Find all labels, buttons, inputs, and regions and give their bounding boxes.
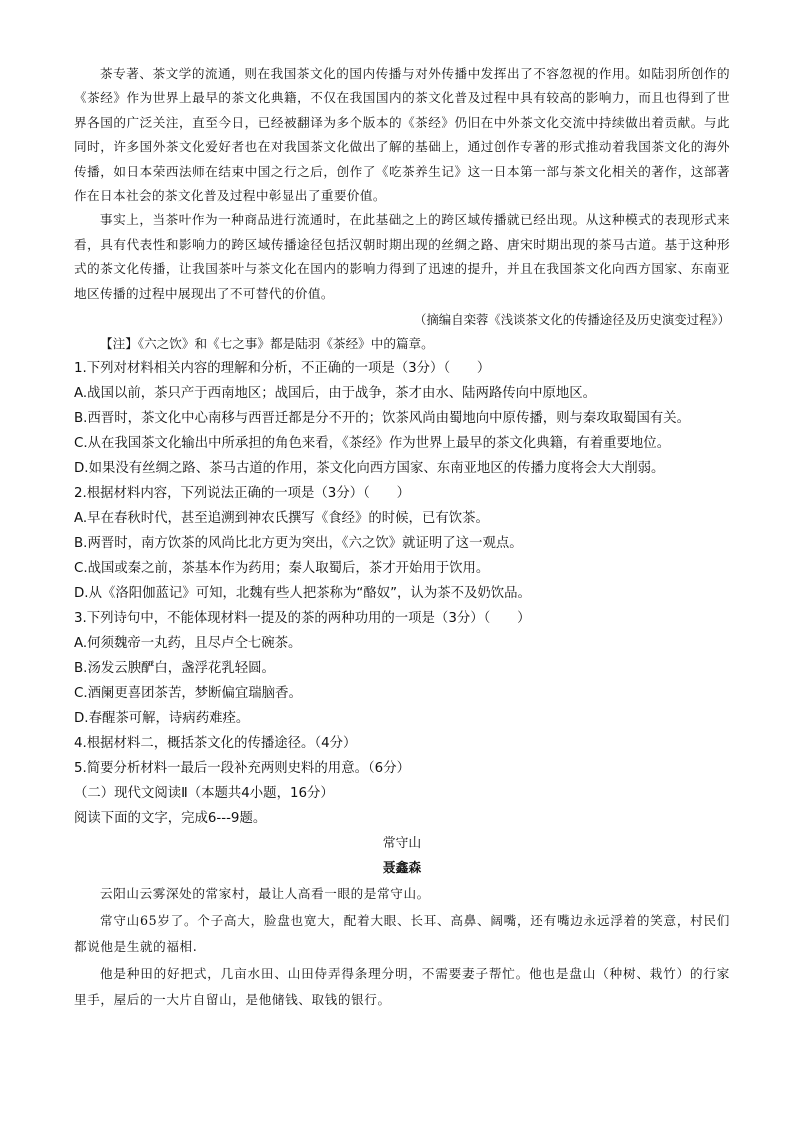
reading-section bbox=[74, 781, 730, 1014]
question-option: D.从《洛阳伽蓝记》可知，北魏有些人把茶称为“酪奴”，认为茶不及奶饮品。 bbox=[74, 586, 531, 602]
story-paragraph: 云阳山云雾深处的常家村，最让人高看一眼的是常守山。 bbox=[100, 886, 430, 902]
question-1 bbox=[74, 356, 730, 481]
section-instruction: 阅读下面的文字，完成6---9题。 bbox=[74, 811, 267, 827]
question-option: A.何须魏帝一丸药，且尽卢仝七碗茶。 bbox=[74, 636, 302, 652]
material-paragraph: 事实上，当茶叶作为一种商品进行流通时，在此基础之上的跨区域传播就已经出现。从这种模式的表现形式来看，具有代表性和影响力的跨区域传播途径包括汉朝时期出现的丝绸之路、唐宋时期出现的茶马古道。基于这种形式的茶文化传播，让我国茶叶与茶文化在国内的影响力得到了迅速的提升，并且在我国茶文化向西方国家、东南亚地区传播的过程中展现出了不可替代的价值。 bbox=[74, 212, 730, 301]
story-paragraph: 他是种田的好把式，几亩水田、山田侍弄得条理分明，不需要妻子帮忙。他也是盘山（种树、栽竹）的行家里手，屋后的一大片自留山，是他储钱、取钱的银行。 bbox=[74, 965, 730, 1008]
page-content bbox=[74, 62, 730, 1014]
question-stem: 5.简要分析材料一最后一段补充两则史料的用意。（6分） bbox=[74, 761, 410, 777]
story-paragraph: 常守山65岁了。个子高大，脸盘也宽大，配着大眼、长耳、高鼻、阔嘴，还有嘴边永远浮着的笑意，村民们都说他是生就的福相. bbox=[74, 912, 730, 955]
question-option: C.战国或秦之前，茶基本作为药用；秦人取蜀后，茶才开始用于饮用。 bbox=[74, 561, 490, 577]
question-option: D.如果没有丝绸之路、茶马古道的作用，茶文化向西方国家、东南亚地区的传播力度将会大大削弱。 bbox=[74, 461, 665, 477]
question-stem: 1.下列对材料相关内容的理解和分析，不正确的一项是（3分）（ ） bbox=[74, 361, 491, 377]
question-stem: 4.根据材料二，概括茶文化的传播途径。（4分） bbox=[74, 736, 357, 752]
question-stem: 2.根据材料内容，下列说法正确的一项是（3分）（ ） bbox=[74, 486, 410, 502]
question-4 bbox=[74, 731, 730, 756]
material-source: （摘编自栾蓉《浅谈茶文化的传播途径及历史演变过程》） bbox=[414, 312, 730, 328]
question-2 bbox=[74, 481, 730, 606]
question-option: C.从在我国茶文化输出中所承担的角色来看，《茶经》作为世界上最早的茶文化典籍，有着重要地位。 bbox=[74, 436, 671, 452]
story-title: 常守山 bbox=[382, 836, 422, 852]
question-option: B.两晋时，南方饮茶的风尚比北方更为突出，《六之饮》就证明了这一观点。 bbox=[74, 536, 523, 552]
question-stem: 3.下列诗句中，不能体现材料一提及的茶的两种功用的一项是（3分）（ ） bbox=[74, 611, 531, 627]
section-heading: （二）现代文阅读Ⅱ（本题共4小题，16分） bbox=[74, 786, 334, 802]
question-5 bbox=[74, 756, 730, 781]
material-paragraph: 茶专著、茶文学的流通，则在我国茶文化的国内传播与对外传播中发挥出了不容忽视的作用。如陆羽所创作的《茶经》作为世界上最早的茶文化典籍，不仅在我国国内的茶文化普及过程中具有较高的影响力，而且也得到了世界各国的广泛关注，直至今日，已经被翻译为多个版本的《茶经》仍旧在中外茶文化交流中持续做出着贡献。与此同时，许多国外茶文化爱好者也在对我国茶文化做出了解的基础上，通过创作专著的形式推动着我国茶文化的海外传播，如日本荣西法师在结束中国之行之后，创作了《吃茶养生记》这一日本第一部与茶文化相关的著作，这部著作在日本社会的茶文化普及过程中彰显出了重要价值。 bbox=[74, 66, 730, 204]
question-option: D.春醒茶可解，诗病药难痊。 bbox=[74, 711, 250, 727]
question-option: B.西晋时，茶文化中心南移与西晋迁都是分不开的；饮茶风尚由蜀地向中原传播，则与秦攻取蜀国有关。 bbox=[74, 411, 691, 427]
question-option: A.战国以前，茶只产于西南地区；战国后，由于战争，茶才由水、陆两路传向中原地区。 bbox=[74, 386, 597, 402]
question-option: C.酒阑更喜团茶苦，梦断偏宜瑞脑香。 bbox=[74, 686, 302, 702]
question-3 bbox=[74, 606, 730, 731]
question-option: B.汤发云腴酽白，盏浮花乳轻圆。 bbox=[74, 661, 275, 677]
material-passage bbox=[74, 62, 730, 356]
question-option: A.早在春秋时代，甚至追溯到神农氏撰写《食经》的时候，已有饮茶。 bbox=[74, 511, 489, 527]
question-list bbox=[74, 356, 730, 781]
material-note: 【注】《六之饮》和《七之事》都是陆羽《茶经》中的篇章。 bbox=[100, 336, 434, 352]
story-author: 聂鑫森 bbox=[382, 861, 422, 877]
